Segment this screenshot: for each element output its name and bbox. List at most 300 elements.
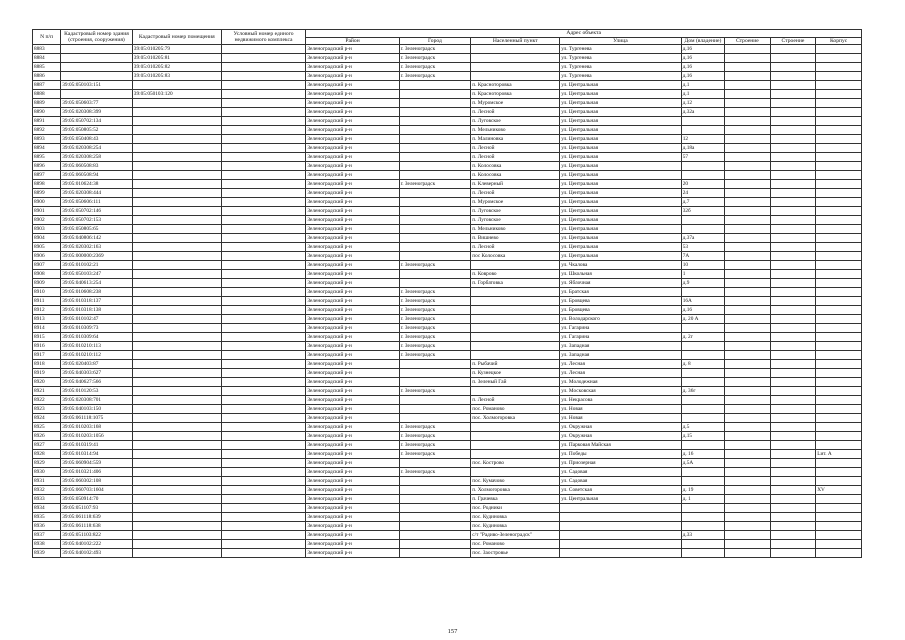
cell-district: Зеленоградский р-н [306,108,399,117]
cell-num: 8900 [33,198,61,207]
cell-num: 8908 [33,270,61,279]
cell-district: Зеленоградский р-н [306,117,399,126]
cell-block [816,333,862,342]
cell-house: д. 19 [681,486,724,495]
cell-building [770,441,816,450]
cell-building [770,549,816,558]
cell-building-cadastral: 39:05:020308:444 [61,189,133,198]
cell-building [770,126,816,135]
cell-premises-cadastral [132,207,221,216]
cell-premises-cadastral [132,495,221,504]
cell-complex-number [221,99,306,108]
cell-house [681,477,724,486]
cell-block [816,540,862,549]
cell-num: 8935 [33,513,61,522]
cell-block [816,441,862,450]
cell-city: г. Зеленоградск [399,333,471,342]
table-row [33,261,862,270]
cell-street: ул. Чкалова [560,261,682,270]
cell-building-cadastral: 39:05:050702:153 [61,216,133,225]
cell-district: Зеленоградский р-н [306,432,399,441]
table-row [33,540,862,549]
header-city: Город [399,37,471,45]
cell-settlement: п. Лесной [471,108,560,117]
table-row [33,432,862,441]
cell-city [399,279,471,288]
cell-building-cadastral: 39:05:050408:43 [61,135,133,144]
cell-complex-number [221,549,306,558]
cell-house [681,369,724,378]
cell-building [770,225,816,234]
cell-building-cadastral [61,63,133,72]
cell-building [770,117,816,126]
cell-block [816,531,862,540]
cell-city [399,189,471,198]
cell-settlement: п. Колосовка [471,162,560,171]
cell-premises-cadastral [132,396,221,405]
cell-num: 8910 [33,288,61,297]
cell-structure [725,81,771,90]
cell-num: 8892 [33,126,61,135]
cell-city: г. Зеленоградск [399,351,471,360]
cell-building-cadastral: 39:05:050914:70 [61,495,133,504]
cell-complex-number [221,450,306,459]
cell-structure [725,333,771,342]
cell-city [399,504,471,513]
cell-block [816,369,862,378]
cell-house: д.15 [681,432,724,441]
cell-city [399,108,471,117]
cell-street: ул. Гагарина [560,324,682,333]
cell-city [399,216,471,225]
cell-district: Зеленоградский р-н [306,81,399,90]
cell-settlement [471,63,560,72]
cell-block [816,432,862,441]
cell-complex-number [221,306,306,315]
cell-city: г. Зеленоградск [399,468,471,477]
cell-street: ул. Центральная [560,180,682,189]
table-row [33,459,862,468]
cell-block [816,504,862,513]
cell-premises-cadastral [132,216,221,225]
cell-house: д. 8 [681,360,724,369]
cell-city: г. Зеленоградск [399,45,471,54]
cell-city: г. Зеленоградск [399,324,471,333]
cell-house: д.37а [681,234,724,243]
cell-complex-number [221,63,306,72]
table-row [33,324,862,333]
cell-premises-cadastral [132,468,221,477]
cell-num: 8913 [33,315,61,324]
cell-complex-number [221,153,306,162]
cell-premises-cadastral [132,315,221,324]
cell-structure [725,63,771,72]
cell-city [399,405,471,414]
cell-block [816,378,862,387]
cell-num: 8905 [33,243,61,252]
cell-district: Зеленоградский р-н [306,414,399,423]
cell-district: Зеленоградский р-н [306,279,399,288]
cell-settlement [471,432,560,441]
table-row [33,63,862,72]
cell-block [816,99,862,108]
table-row [33,306,862,315]
cell-block [816,117,862,126]
table-row [33,144,862,153]
cell-premises-cadastral: 39:05:050103:120 [132,90,221,99]
cell-complex-number [221,504,306,513]
table-row [33,342,862,351]
cell-num: 8927 [33,441,61,450]
cell-complex-number [221,495,306,504]
cell-structure [725,153,771,162]
cell-premises-cadastral [132,342,221,351]
cell-num: 8902 [33,216,61,225]
cell-building [770,207,816,216]
cell-settlement [471,45,560,54]
cell-building-cadastral: 39:05:060904:559 [61,459,133,468]
cell-premises-cadastral [132,513,221,522]
cell-num: 8894 [33,144,61,153]
cell-block [816,144,862,153]
cell-structure [725,72,771,81]
cell-complex-number [221,513,306,522]
cell-building [770,144,816,153]
cell-house: 53 [681,243,724,252]
cell-building-cadastral: 39:05:050606:111 [61,198,133,207]
cell-block [816,468,862,477]
cell-num: 8890 [33,108,61,117]
cell-city: г. Зеленоградск [399,180,471,189]
cell-structure [725,162,771,171]
cell-district: Зеленоградский р-н [306,72,399,81]
cell-num: 8901 [33,207,61,216]
cell-structure [725,486,771,495]
cell-block [816,414,862,423]
table-row [33,378,862,387]
cell-num: 8938 [33,540,61,549]
cell-building [770,432,816,441]
cell-house: д.32а [681,108,724,117]
cell-premises-cadastral [132,225,221,234]
cell-house [681,378,724,387]
cell-building-cadastral: 39:05:050805:52 [61,126,133,135]
cell-building [770,486,816,495]
header-district: Район [306,37,399,45]
cell-city: г. Зеленоградск [399,432,471,441]
cell-city [399,549,471,558]
cell-settlement [471,72,560,81]
cell-structure [725,54,771,63]
cell-district: Зеленоградский р-н [306,423,399,432]
cell-complex-number [221,342,306,351]
cell-building [770,405,816,414]
table-row [33,162,862,171]
cell-city: г. Зеленоградск [399,315,471,324]
cell-street: ул. Лесная [560,369,682,378]
cell-street: ул. Школьная [560,270,682,279]
cell-settlement: п. Луговское [471,117,560,126]
cell-structure [725,90,771,99]
cell-structure [725,252,771,261]
cell-block [816,126,862,135]
cell-house [681,441,724,450]
cell-complex-number [221,90,306,99]
cell-premises-cadastral [132,153,221,162]
cell-num: 8904 [33,234,61,243]
table-row [33,252,862,261]
cell-premises-cadastral [132,360,221,369]
cell-city [399,540,471,549]
cell-city [399,369,471,378]
cell-building-cadastral: 39:05:010321:406 [61,468,133,477]
cell-settlement: п. Лесной [471,153,560,162]
cell-district: Зеленоградский р-н [306,315,399,324]
cell-city [399,207,471,216]
cell-settlement: п. Кузнецкое [471,369,560,378]
cell-premises-cadastral [132,180,221,189]
page-number: 157 [447,628,458,635]
cell-num: 8897 [33,171,61,180]
cell-settlement: п. Клеверный [471,180,560,189]
cell-street: ул. Центральная [560,144,682,153]
cell-district: Зеленоградский р-н [306,45,399,54]
cell-house: д.33 [681,531,724,540]
cell-building-cadastral: 39:05:010210:112 [61,351,133,360]
cell-complex-number [221,414,306,423]
cell-num: 8931 [33,477,61,486]
cell-num: 8885 [33,63,61,72]
cell-street: ул. Центральная [560,234,682,243]
cell-building-cadastral: 39:05:020403:87 [61,360,133,369]
cell-structure [725,234,771,243]
cell-settlement: с/т "Радиво-Зеленоградск" [471,531,560,540]
cell-street: ул. Садовая [560,477,682,486]
cell-street: ул. Тургенева [560,63,682,72]
cell-block [816,297,862,306]
cell-street: ул. Центральная [560,252,682,261]
cell-building-cadastral: 39:05:061118:638 [61,522,133,531]
table-row [33,180,862,189]
table-row [33,171,862,180]
cell-structure [725,522,771,531]
cell-street: ул. Центральная [560,99,682,108]
cell-city: г. Зеленоградск [399,306,471,315]
cell-num: 8917 [33,351,61,360]
cell-house [681,351,724,360]
cell-district: Зеленоградский р-н [306,333,399,342]
table-row [33,387,862,396]
cell-num: 8909 [33,279,61,288]
cell-building [770,468,816,477]
cell-district: Зеленоградский р-н [306,234,399,243]
cell-building-cadastral: 39:05:040102:493 [61,549,133,558]
cell-premises-cadastral [132,306,221,315]
cell-structure [725,450,771,459]
cell-district: Зеленоградский р-н [306,189,399,198]
cell-building [770,81,816,90]
cell-district: Зеленоградский р-н [306,513,399,522]
cell-premises-cadastral [132,387,221,396]
cell-building-cadastral: 39:05:010102:21 [61,261,133,270]
cell-block [816,306,862,315]
cell-street: ул. Тургенева [560,72,682,81]
cell-building [770,288,816,297]
cell-block [816,54,862,63]
cell-district: Зеленоградский р-н [306,207,399,216]
cell-building-cadastral: 39:05:050702:146 [61,207,133,216]
cell-house: 7А [681,252,724,261]
cell-num: 8928 [33,450,61,459]
cell-num: 8883 [33,45,61,54]
cell-settlement [471,342,560,351]
table-row [33,504,862,513]
cell-street: ул. Окружная [560,423,682,432]
cell-num: 8925 [33,423,61,432]
cell-block [816,180,862,189]
cell-structure [725,441,771,450]
cell-house [681,288,724,297]
cell-settlement: п. Красноторовка [471,90,560,99]
cell-structure [725,396,771,405]
cell-num: 8903 [33,225,61,234]
cell-num: 8920 [33,378,61,387]
cell-block [816,522,862,531]
cell-settlement: п. Мельниково [471,225,560,234]
cell-complex-number [221,540,306,549]
cell-structure [725,198,771,207]
cell-complex-number [221,108,306,117]
cell-structure [725,387,771,396]
cell-complex-number [221,126,306,135]
cell-house: 10 [681,261,724,270]
cell-building-cadastral: 39:05:010624:38 [61,180,133,189]
cell-block [816,459,862,468]
cell-building-cadastral: 39:05:010608:238 [61,288,133,297]
cell-complex-number [221,243,306,252]
cell-city [399,459,471,468]
cell-district: Зеленоградский р-н [306,144,399,153]
table-row [33,522,862,531]
cell-num: 8888 [33,90,61,99]
cell-street: ул. Центральная [560,108,682,117]
cell-street: ул. Западная [560,342,682,351]
cell-street: ул. Центральная [560,216,682,225]
cell-block [816,189,862,198]
cell-building [770,135,816,144]
cell-building-cadastral: 39:05:020308:254 [61,144,133,153]
cell-settlement [471,54,560,63]
cell-building [770,531,816,540]
cell-num: 8936 [33,522,61,531]
cell-complex-number [221,144,306,153]
table-row [33,315,862,324]
cell-structure [725,414,771,423]
cell-num: 8911 [33,297,61,306]
cell-block [816,252,862,261]
cell-street: ул. Западная [560,351,682,360]
cell-complex-number [221,288,306,297]
cell-district: Зеленоградский р-н [306,459,399,468]
cell-district: Зеленоградский р-н [306,171,399,180]
cell-num: 8926 [33,432,61,441]
cell-block [816,216,862,225]
cell-settlement [471,324,560,333]
cell-street: ул. Центральная [560,90,682,99]
cell-district: Зеленоградский р-н [306,549,399,558]
cell-street: ул. Бровцева [560,297,682,306]
cell-num: 8929 [33,459,61,468]
cell-num: 8918 [33,360,61,369]
cell-structure [725,297,771,306]
table-row [33,207,862,216]
cell-block [816,513,862,522]
cell-house: д.9 [681,279,724,288]
table-row [33,468,862,477]
cell-building [770,270,816,279]
cell-building-cadastral: 39:05:020308:258 [61,153,133,162]
cell-city [399,513,471,522]
cell-city [399,81,471,90]
cell-city [399,117,471,126]
cell-city [399,153,471,162]
cell-num: 8907 [33,261,61,270]
cell-num: 8906 [33,252,61,261]
table-row [33,549,862,558]
cell-street: ул. Московская [560,387,682,396]
cell-city [399,396,471,405]
table-row [33,72,862,81]
cell-structure [725,180,771,189]
cell-building-cadastral: 39:05:051103:822 [61,531,133,540]
cell-premises-cadastral [132,522,221,531]
cell-district: Зеленоградский р-н [306,342,399,351]
cell-building-cadastral: 39:05:010309:73 [61,324,133,333]
cell-complex-number [221,189,306,198]
cell-complex-number [221,405,306,414]
cell-premises-cadastral [132,333,221,342]
cell-premises-cadastral [132,162,221,171]
cell-house [681,504,724,513]
header-address-group: Адрес объекта [306,30,862,38]
cell-city [399,378,471,387]
cell-premises-cadastral [132,189,221,198]
cell-settlement: пос. Кострово [471,459,560,468]
cell-complex-number [221,162,306,171]
cell-structure [725,495,771,504]
cell-settlement: пос. Родники [471,504,560,513]
cell-settlement [471,333,560,342]
cell-street: ул. Тургенева [560,45,682,54]
cell-building [770,324,816,333]
cell-building-cadastral [61,90,133,99]
cell-city [399,90,471,99]
cell-structure [725,351,771,360]
table-row [33,414,862,423]
register-sheet [32,29,862,558]
cell-building-cadastral [61,72,133,81]
table-row [33,54,862,63]
cell-building [770,297,816,306]
cell-block [816,351,862,360]
cell-house: д. 16 [681,450,724,459]
cell-num: 8893 [33,135,61,144]
cell-district: Зеленоградский р-н [306,126,399,135]
table-row [33,270,862,279]
cell-street: ул. Яблочная [560,279,682,288]
cell-structure [725,108,771,117]
cell-building [770,99,816,108]
